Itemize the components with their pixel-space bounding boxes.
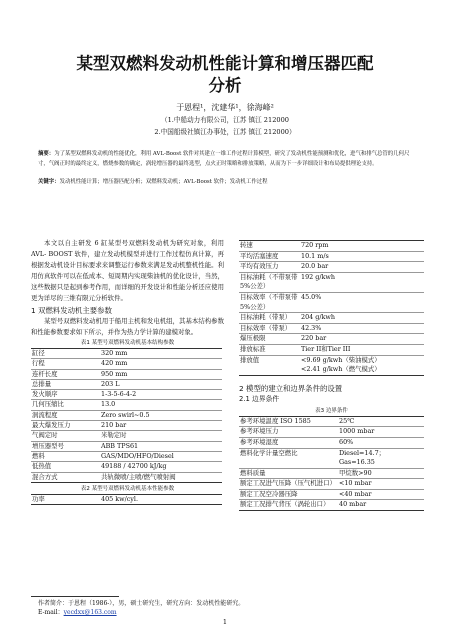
param-name-cell: 参考环境压力 <box>240 427 279 436</box>
performance-row <box>239 355 424 375</box>
table-1-row <box>31 441 222 451</box>
table-2-caption: 表2 某型号双燃料发动机基本性能参数 <box>80 485 175 492</box>
param-name-cell: 爆压极限 <box>240 334 266 343</box>
table-1-row <box>31 379 222 389</box>
param-value-cell: Tier II和Tier III <box>301 344 351 353</box>
performance-row <box>239 313 424 324</box>
param-value-cell: 25℃ <box>339 416 355 425</box>
performance-row <box>239 262 424 273</box>
footnote-email-label: E-mail： <box>38 609 64 616</box>
table-2-row <box>31 494 222 504</box>
param-value-cell: 45.0% <box>301 292 322 301</box>
param-name-cell: 参考环境湿度 <box>240 437 279 446</box>
section-2-heading: 2 模型的建立和边界条件的设置 <box>239 383 343 393</box>
param-name-cell: 额定工况空冷器压降 <box>240 489 298 498</box>
param-name-cell: 额定工况排气背压（涡轮出口） <box>240 500 330 509</box>
param-name-cell: 功率 <box>32 494 45 503</box>
keywords <box>38 178 414 188</box>
param-name-cell: 目标效率（带泵） <box>240 323 292 332</box>
table-1-row <box>31 359 222 369</box>
param-value-cell: 10.1 m/s <box>301 251 329 260</box>
param-name-cell: 转速 <box>240 241 253 249</box>
table-3-row <box>239 489 424 500</box>
table-3-row <box>239 468 424 479</box>
param-name-cell: 行程 <box>32 359 45 368</box>
param-name-cell: 排放标准 <box>240 344 266 353</box>
keywords-text: 发动机性能计算；增压器匹配分析；双燃料发动机；AVL-Boost 软件；发动机工作过程 <box>59 179 268 185</box>
abstract-label: 摘要： <box>38 151 55 157</box>
performance-table <box>239 240 424 376</box>
param-value-cell: 49188 / 42700 kJ/kg <box>101 462 167 471</box>
right-column <box>239 240 424 511</box>
param-value-cell: <40 mbar <box>339 489 372 498</box>
param-name-cell: 目标油耗（带泵） <box>240 313 292 322</box>
param-value-cell: 20.0 bar <box>301 262 329 271</box>
param-value-cell: 203 L <box>101 379 120 388</box>
param-value-cell: Diesel=14.7； Gas=16.35 <box>339 448 386 467</box>
left-column <box>31 238 224 505</box>
param-name-cell: 燃料化学计量空燃比 <box>240 448 298 457</box>
param-name-cell: 混合方式 <box>32 472 58 481</box>
param-value-cell: ABB TPS61 <box>101 441 139 450</box>
table-1-row <box>31 431 222 441</box>
param-value-cell: 720 rpm <box>301 241 329 249</box>
table-3-row <box>239 448 424 468</box>
table-1-row <box>31 451 222 461</box>
table-1-row <box>31 369 222 379</box>
param-value-cell: Zero swirl~0.5 <box>101 410 150 419</box>
param-value-cell: 192 g/kwh <box>301 272 335 281</box>
param-value-cell: 950 mm <box>101 369 128 378</box>
paper-title-line1: 某型双燃料发动机性能计算和增压器匹配 <box>76 54 374 73</box>
param-value-cell: <9.69 g/kwh（柴油模式） <2.41 g/kwh（燃气模式） <box>301 355 381 374</box>
authors: 于恩程¹，沈建华¹，徐海峰² <box>176 103 274 112</box>
performance-row <box>239 334 424 345</box>
abstract-text: 为了某型双燃料发动机的性能优化，利用 AVL-Boost 软件对其建立一维工作过程计算模型，研究了发动机性能预测和优化，进气和排气总管的几何尺寸，气阀正时的最终定义，燃烧参数的确定，涡轮增压器的最终选型，点火正时策略和排放策略，从而为下一步详细设计和布局提供理论支持。 <box>38 151 410 167</box>
table-1-row <box>31 400 222 410</box>
param-name-cell: 发火顺序 <box>32 390 58 399</box>
param-value-cell: 420 mm <box>101 359 128 368</box>
performance-row <box>239 323 424 334</box>
abstract <box>38 150 414 169</box>
table-1-row <box>31 462 222 472</box>
param-name-cell: 燃料质量 <box>240 468 266 477</box>
footnote-email-link[interactable]: yecdxx@163.com <box>63 609 117 616</box>
param-name-cell: 连杆长度 <box>32 369 58 378</box>
performance-row <box>239 292 424 312</box>
param-name-cell: 燃料 <box>32 451 45 460</box>
param-value-cell: 甲烷数>90 <box>339 468 372 477</box>
param-name-cell: 额定工况进气压降（压气机进口） <box>240 479 336 488</box>
performance-row <box>239 251 424 262</box>
performance-row <box>239 272 424 292</box>
footnote-email-line <box>38 608 117 617</box>
page-number: 1 <box>222 618 228 626</box>
table-3-row <box>239 416 424 427</box>
param-name-cell: 目标效率（不带泵带5%公差） <box>240 292 298 311</box>
param-name-cell: 目标油耗（不带泵带5%公差） <box>240 272 298 291</box>
table-1-row <box>31 410 222 420</box>
param-name-cell: 气阀定时 <box>32 431 58 440</box>
param-value-cell: 1000 mbar <box>339 427 375 436</box>
table-1 <box>31 348 222 483</box>
paper-title-line2: 分析 <box>208 76 242 95</box>
param-value-cell: 220 bar <box>301 334 327 343</box>
param-value-cell: 320 mm <box>101 349 128 357</box>
param-name-cell: 排放值 <box>240 355 260 364</box>
param-name-cell: 平均活塞速度 <box>240 251 279 260</box>
footnote-rule <box>31 596 119 597</box>
table-3-row <box>239 437 424 448</box>
param-name-cell: 几何压缩比 <box>32 400 64 409</box>
table-3-row <box>239 427 424 438</box>
section-2-1-heading: 2.1 边界条件 <box>239 394 280 403</box>
footnote-author: 作者简介：于恩程（1986-），男，硕士研究生，研究方向：发动机性能研究。 <box>38 600 245 607</box>
table-1-row <box>31 390 222 400</box>
param-name-cell: 总排量 <box>32 379 52 388</box>
param-value-cell: <10 mbar <box>339 479 372 488</box>
intro-paragraph: 本文以自主研发 6 缸某型号双燃料发动机为研究对象，利用 AVL- BOOST 软件，建立发动机模型并进行工作过程仿真计算，再根据发动机设计目标要求来调整运行参数来满足发动机整机性能。利用仿真软件可以在低成本、短周期内实现柴油机的优化设计，当然，这些数据只是起到参考作用，而详细的开发设计和性能分析还应使用更为详尽的三维有限元分析软件。 <box>31 239 224 302</box>
param-value-cell: 42.3% <box>301 323 322 332</box>
affiliation-2: 2.中国船级社镇江办事处，江苏 镇江 212000） <box>154 128 296 136</box>
param-value-cell: 40 mbar <box>339 500 367 509</box>
table-2 <box>31 494 222 505</box>
param-name-cell: 参考环境温度 ISO 1585 <box>240 416 311 425</box>
table-1-row <box>31 349 222 359</box>
param-value-cell: 共轨微喷/主喷/燃气喷射阀 <box>101 472 176 481</box>
param-value-cell: 405 kw/cyl. <box>101 494 138 503</box>
table-1-caption: 表1 某型号双燃料发动机基本结构参数 <box>80 340 175 346</box>
param-value-cell: 204 g/kwh <box>301 313 335 322</box>
table-3-row <box>239 479 424 490</box>
table-3-caption: 表3 边界条件 <box>315 407 348 414</box>
param-name-cell: 最大爆发压力 <box>32 421 71 430</box>
param-name-cell: 平均有效压力 <box>240 262 279 271</box>
param-value-cell: 13.0 <box>101 400 116 409</box>
keywords-label: 关键字： <box>38 179 60 185</box>
table-3-row <box>239 500 424 511</box>
param-name-cell: 涡流程度 <box>32 410 58 419</box>
param-value-cell: 210 bar <box>101 421 127 430</box>
param-value-cell: 米勒定时 <box>101 431 127 440</box>
param-value-cell: 60% <box>339 437 354 446</box>
table-1-row <box>31 472 222 482</box>
param-value-cell: GAS/MDO/HFO/Diesel <box>101 451 174 460</box>
table-3 <box>239 416 424 511</box>
param-value-cell: 1-3-5-6-4-2 <box>101 390 137 399</box>
affiliation-1: （1.中船动力有限公司，江苏 镇江 212000 <box>161 116 289 124</box>
table-1-row <box>31 421 222 431</box>
param-name-cell: 增压器型号 <box>32 441 64 450</box>
section-1-paragraph: 某型号双燃料发动机用于船用主机和发电机组，其基本结构参数和性能参数要求如下所示，并作为热力学计算的建模对象。 <box>31 317 224 336</box>
performance-row <box>239 241 424 252</box>
section-1-heading: 1 双燃料发动机主要参数 <box>31 306 112 315</box>
param-name-cell: 缸径 <box>32 349 45 357</box>
performance-row <box>239 344 424 355</box>
param-name-cell: 低热值 <box>32 462 52 471</box>
